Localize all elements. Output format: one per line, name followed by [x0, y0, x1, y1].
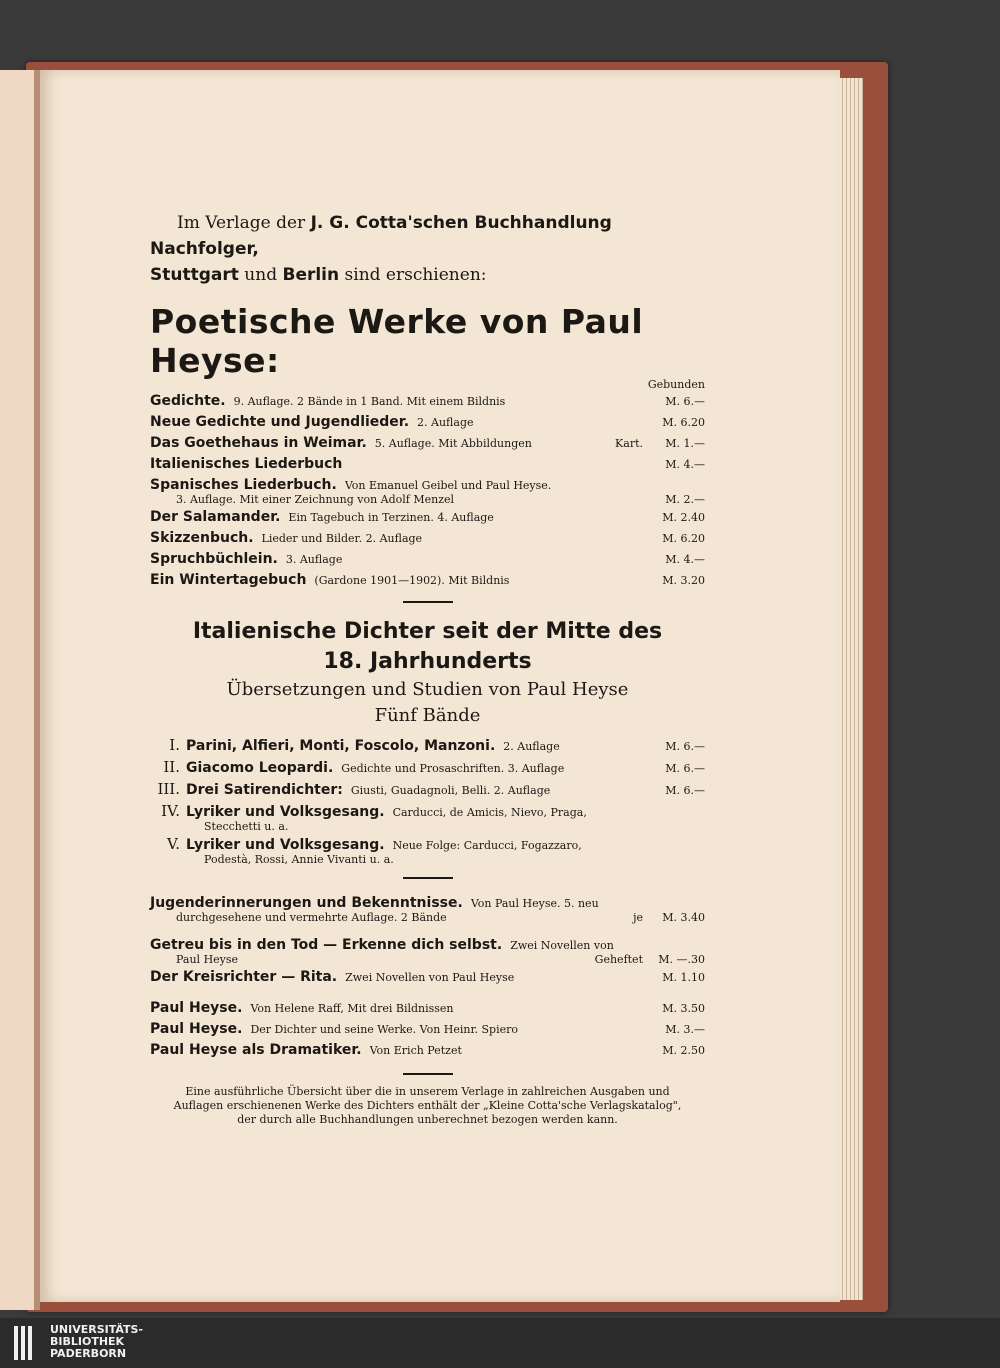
column-head: Gebunden: [647, 378, 705, 391]
volume-entry: [150, 757, 705, 779]
volume-sub: Stecchetti u. a.: [204, 820, 289, 833]
misc-sub-kind: je: [633, 911, 643, 924]
work-title: Spanisches Liederbuch.: [150, 477, 337, 493]
page-content: [150, 210, 705, 1127]
work-desc: 5. Auflage. Mit Abbildungen: [374, 437, 532, 450]
city-stuttgart: Stuttgart: [150, 265, 239, 285]
volume-title: Giacomo Leopardi.: [186, 760, 334, 776]
misc-list: [150, 893, 705, 988]
divider-rule: [403, 877, 453, 879]
work-entry: [150, 570, 705, 591]
volume-number: V.: [167, 835, 180, 853]
divider-rule: [403, 1073, 453, 1075]
section-title-line2: 18. Jahrhunderts: [323, 649, 532, 674]
about-desc: Von Helene Raff, Mit drei Bildnissen: [250, 1002, 454, 1015]
volume-number: I.: [169, 736, 180, 754]
work-desc: 3. Auflage: [285, 553, 343, 566]
publisher-intro: [150, 210, 705, 288]
volume-desc: Neue Folge: Carducci, Fogazzaro,: [392, 839, 582, 852]
work-title: Der Salamander.: [150, 509, 281, 525]
misc-title: Jugenderinnerungen und Bekenntnisse.: [150, 895, 463, 911]
work-entry: [150, 433, 705, 454]
misc-price: M. 3.40: [662, 911, 705, 924]
misc-sub-desc: durchgesehene und vermehrte Auflage. 2 Bände: [176, 911, 447, 924]
misc-desc: Zwei Novellen von Paul Heyse: [345, 971, 515, 984]
volumes-list: [150, 735, 705, 867]
volume-price: M. 6.—: [665, 784, 705, 797]
footnote-line3: der durch alle Buchhandlungen unberechnet bezogen werden kann.: [237, 1113, 618, 1126]
work-price: M. 1.—: [665, 437, 705, 450]
about-title: Paul Heyse als Dramatiker.: [150, 1042, 362, 1058]
about-title: Paul Heyse.: [150, 1021, 243, 1037]
work-desc: Von Emanuel Geibel und Paul Heyse.: [344, 479, 552, 492]
about-desc: Der Dichter und seine Werke. Von Heinr. Spiero: [250, 1023, 519, 1036]
library-line2: BIBLIOTHEK: [50, 1335, 125, 1348]
library-name: [50, 1324, 143, 1360]
misc-title: Getreu bis in den Tod — Erkenne dich selbst.: [150, 937, 503, 953]
work-entry: [150, 528, 705, 549]
volumes-label: Fünf Bände: [374, 705, 481, 726]
section-subtitle: Übersetzungen und Studien von Paul Heyse: [226, 679, 629, 700]
volume-number: II.: [163, 758, 180, 776]
work-sub-desc: 3. Auflage. Mit einer Zeichnung von Adolf Menzel: [176, 493, 455, 506]
footnote-line2: Auflagen erschienenen Werke des Dichters enthält der „Kleine Cotta'sche Verlagskatalog",: [173, 1099, 682, 1112]
work-sub: [150, 493, 705, 507]
work-title: Skizzenbuch.: [150, 530, 254, 546]
about-price: M. 3.50: [662, 1002, 705, 1015]
misc-sub: [150, 953, 705, 967]
work-price: M. 2.40: [662, 511, 705, 524]
work-title: Gedichte.: [150, 393, 226, 409]
volume-title: Lyriker und Volksgesang.: [186, 804, 385, 820]
about-desc: Von Erich Petzet: [369, 1044, 462, 1057]
volume-title: Parini, Alfieri, Monti, Foscolo, Manzoni.: [186, 738, 496, 754]
footnote-line1: Eine ausführliche Übersicht über die in unserem Verlage in zahlreichen Ausgaben und: [185, 1085, 670, 1098]
volume-title: Lyriker und Volksgesang.: [186, 837, 385, 853]
publisher-name: J. G. Cotta'schen Buchhandlung Nachfolger,: [150, 213, 612, 259]
volume-entry: [150, 779, 705, 801]
misc-price: M. 1.10: [662, 971, 705, 984]
work-price: M. 4.—: [665, 458, 705, 471]
work-price: M. 4.—: [665, 553, 705, 566]
about-title: Paul Heyse.: [150, 1000, 243, 1016]
misc-entry: [150, 967, 705, 988]
main-heading: Poetische Werke von Paul Heyse:: [150, 302, 644, 380]
about-entry: [150, 1019, 705, 1040]
intro-pre: Im Verlage der: [177, 213, 306, 233]
misc-desc: Zwei Novellen von: [510, 939, 614, 952]
work-price: M. 3.20: [662, 574, 705, 587]
work-binding: Kart.: [615, 437, 643, 450]
about-entry: [150, 998, 705, 1019]
work-entry: [150, 549, 705, 570]
work-title: Ein Wintertagebuch: [150, 572, 307, 588]
work-desc: Lieder und Bilder. 2. Auflage: [261, 532, 423, 545]
work-title: Italienisches Liederbuch: [150, 456, 343, 472]
work-title: Das Goethehaus in Weimar.: [150, 435, 367, 451]
volume-sub: Podestà, Rossi, Annie Vivanti u. a.: [204, 853, 394, 866]
volume-title: Drei Satirendichter:: [186, 782, 343, 798]
work-desc: Ein Tagebuch in Terzinen. 4. Auflage: [288, 511, 494, 524]
volume-desc: 2. Auflage: [503, 740, 560, 753]
divider-rule: [403, 601, 453, 603]
about-price: M. 3.—: [665, 1023, 705, 1036]
intro-post: sind erschienen:: [344, 265, 487, 285]
about-price: M. 2.50: [662, 1044, 705, 1057]
misc-sub-kind: Geheftet: [594, 953, 643, 966]
work-desc: 2. Auflage: [417, 416, 474, 429]
intro-und: und: [244, 265, 278, 285]
library-line3: PADERBORN: [50, 1347, 127, 1360]
work-entry: [150, 391, 705, 412]
misc-price: M. —.30: [658, 953, 705, 966]
work-price: M. 6.20: [662, 532, 705, 545]
volume-number: IV.: [161, 802, 180, 820]
work-entry: [150, 412, 705, 433]
work-title: Spruchbüchlein.: [150, 551, 278, 567]
volume-number: III.: [157, 780, 180, 798]
volume-entry: [150, 735, 705, 757]
section-title: [150, 617, 705, 677]
work-desc: 9. Auflage. 2 Bände in 1 Band. Mit einem Bildnis: [233, 395, 506, 408]
footnote: [150, 1085, 705, 1127]
works-list: [150, 391, 705, 591]
work-entry: [150, 454, 705, 475]
work-price: M. 6.—: [665, 395, 705, 408]
work-price: M. 6.20: [662, 416, 705, 429]
library-logo-icon: [14, 1326, 38, 1360]
library-footer: [0, 1318, 1000, 1368]
volume-desc: Giusti, Guadagnoli, Belli. 2. Auflage: [350, 784, 551, 797]
section-title-line1: Italienische Dichter seit der Mitte des: [192, 619, 663, 644]
volume-price: M. 6.—: [665, 762, 705, 775]
work-desc: (Gardone 1901—1902). Mit Bildnis: [314, 574, 510, 587]
volume-desc: Carducci, de Amicis, Nievo, Praga,: [392, 806, 587, 819]
volume-price: M. 6.—: [665, 740, 705, 753]
library-line1: UNIVERSITÄTS-: [50, 1323, 144, 1336]
about-entry: [150, 1040, 705, 1061]
misc-sub-desc: Paul Heyse: [176, 953, 239, 966]
city-berlin: Berlin: [282, 265, 340, 285]
work-title: Neue Gedichte und Jugendlieder.: [150, 414, 410, 430]
work-entry: [150, 507, 705, 528]
work-price: M. 2.—: [665, 493, 705, 506]
about-list: [150, 998, 705, 1061]
misc-title: Der Kreisrichter — Rita.: [150, 969, 338, 985]
misc-desc: Von Paul Heyse. 5. neu: [470, 897, 599, 910]
misc-sub: [150, 911, 705, 925]
volume-desc: Gedichte und Prosaschriften. 3. Auflage: [341, 762, 565, 775]
